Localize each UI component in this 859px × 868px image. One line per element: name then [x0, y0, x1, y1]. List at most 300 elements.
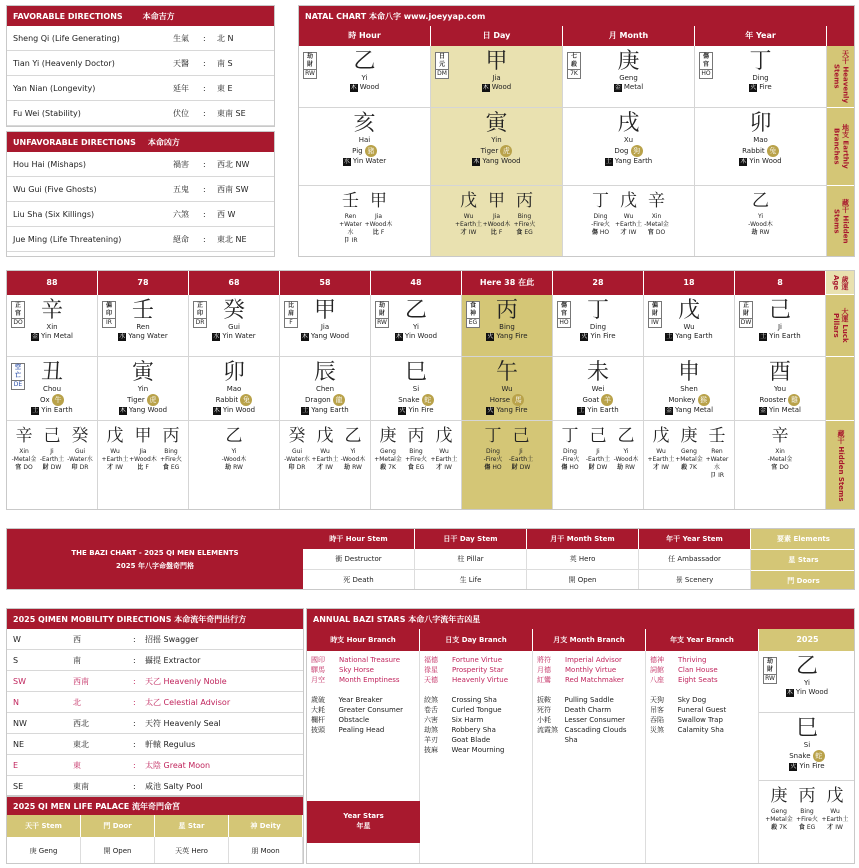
star-en: Imperial Advisor [565, 656, 622, 664]
hidden-stem-god-cn: 劫 [344, 464, 353, 471]
hidden-stem-pinyin: Wu [110, 448, 120, 455]
star-en: Year Breaker [338, 696, 383, 704]
animal-icon: 蛇 [813, 750, 825, 762]
stem-element [563, 83, 694, 92]
favorable-direction-row [7, 51, 274, 76]
ten-god-cn: 財 [651, 310, 658, 317]
hidden-stem-pinyin: Geng [771, 808, 787, 815]
bad-stars-en [338, 695, 415, 735]
ten-god-en: EG [468, 319, 478, 326]
annual-stars-panel [306, 608, 855, 864]
branch-pinyin: Hai [358, 136, 371, 144]
element-name: Yang Earth [675, 332, 713, 340]
animal-name: Tiger [480, 147, 501, 155]
qimen-star-value: 英 Hero [527, 549, 639, 570]
branch-cell [553, 357, 644, 421]
ten-god-cn: 日 [438, 53, 445, 60]
branch-element [553, 406, 643, 415]
branch-element [462, 406, 552, 415]
stem-pinyin: Yi [413, 323, 419, 331]
hidden-stem-pinyin: Bing [517, 213, 532, 220]
qimen-column-header: 月干 Month Stem [527, 529, 639, 549]
branch-character: 亥 [353, 111, 376, 136]
ten-god-cn: 七 [570, 53, 577, 60]
hidden-stem-god-cn: 傷 [591, 229, 600, 236]
hidden-stem-god-en: RW [352, 464, 362, 471]
hidden-stem [337, 192, 365, 245]
hidden-stem-god-cn: 比 [137, 464, 146, 471]
hidden-stem-character: 癸 [288, 426, 306, 446]
hidden-stem-god-en: DO [779, 464, 789, 471]
hidden-stem [647, 427, 675, 472]
hidden-stem-god-cn: 財 [511, 464, 520, 471]
hidden-stem [587, 192, 615, 237]
hidden-stem-element: +Earth土 [430, 456, 458, 463]
star-en: Thriving [678, 656, 707, 664]
hidden-stem-god [647, 464, 675, 472]
hidden-stem-god-cn: 殺 [681, 464, 690, 471]
luck-age-header: 28 [553, 271, 644, 295]
star-cn: 紅鸞 [537, 676, 551, 684]
hidden-stem-god [703, 472, 731, 480]
hidden-stem-character: 丙 [798, 786, 816, 806]
bad-stars [311, 695, 415, 735]
unfavorable-direction-name: Liu Sha (Six Killings) [13, 209, 95, 219]
hidden-stem-element: +Wood木 [482, 221, 511, 228]
palace-column-header: 門 Door [81, 815, 155, 837]
hidden-stem-character: 丙 [162, 426, 180, 446]
element-badge: 水 [343, 158, 350, 165]
element-name: Yin Metal [769, 406, 801, 414]
element-name: Yang Wood [128, 406, 168, 414]
hidden-stem-god-cn: 官 [771, 464, 780, 471]
branch-character: 戌 [617, 111, 640, 136]
unfavorable-direction-sep: : [203, 159, 206, 169]
hidden-stem-element: +Water水 [705, 456, 729, 471]
ten-god-cn: 正 [14, 302, 21, 309]
element-badge: 土 [666, 333, 673, 340]
stem-character: 丁 [586, 298, 609, 323]
ten-god-cn: 財 [742, 310, 749, 317]
hidden-stem [556, 427, 584, 472]
natal-corner [827, 26, 855, 46]
mobility-directions-panel [6, 608, 304, 796]
void-tag-cn: 空 [14, 364, 21, 371]
branch-pinyin: Shen [680, 385, 698, 393]
grid-row [303, 570, 855, 590]
ten-god-tag [11, 301, 25, 328]
star-cn: 披頭 [311, 726, 325, 734]
good-stars [424, 655, 528, 685]
star-cn: 絞煞 [424, 696, 438, 704]
mobility-direction: SE [13, 781, 24, 791]
element-name: Yang Fire [496, 406, 528, 414]
hidden-stem-element: -Wood木 [221, 456, 247, 463]
branch-element [644, 406, 734, 415]
hidden-stem-god-en: DO [655, 229, 666, 236]
hidden-stem [703, 427, 731, 480]
animal-icon: 牛 [52, 394, 64, 406]
star-en: National Treasure [339, 656, 401, 664]
grid-row [299, 186, 855, 257]
star-en: Goat Blade [451, 736, 491, 744]
favorable-title-cn: 本命吉方 [142, 11, 175, 21]
branch-pinyin: Chen [315, 385, 335, 393]
hidden-stems-cell [431, 186, 563, 257]
hidden-stem-pinyin: Wu [830, 808, 840, 815]
hidden-stem-god-cn: 卩 [709, 472, 719, 479]
hidden-stem-pinyin: Yi [623, 448, 629, 455]
hidden-stem-god-cn: 比 [372, 229, 381, 236]
hidden-stem-god-cn: 財 [588, 464, 597, 471]
hidden-stem [101, 427, 129, 472]
element-badge: 木 [301, 333, 308, 340]
good-stars [311, 655, 415, 685]
mobility-title: 2025 QIMEN MOBILITY DIRECTIONS 本命流年奇門出行方 [13, 614, 247, 624]
branch-animal [563, 145, 694, 157]
hidden-stem-pinyin: Bing [409, 448, 423, 455]
favorable-direction-name-cn: 伏位 [173, 108, 189, 118]
hidden-stem-element: +Earth土 [821, 816, 849, 823]
hidden-stem-pinyin: Wu [656, 448, 666, 455]
hidden-stem-element: +Fire火 [796, 816, 818, 823]
hidden-stem-god [615, 229, 643, 237]
branch-pinyin: Yin [491, 136, 502, 144]
hidden-stem-pinyin: Gui [291, 448, 303, 455]
hidden-stem-god [587, 229, 615, 237]
hidden-stem-god-en: 7K [689, 464, 697, 471]
grid-row [7, 295, 855, 357]
hidden-stem-character: 戊 [620, 191, 637, 211]
good-stars-en [565, 655, 624, 685]
hidden-stem-element: +Earth土 [454, 221, 483, 228]
branch-pinyin: You [773, 385, 787, 393]
hidden-stem-character: 甲 [370, 191, 387, 211]
animal-name: Ox [40, 396, 52, 404]
branch-pinyin: Chou [42, 385, 62, 393]
grid-row [299, 26, 855, 46]
element-badge: 火 [487, 333, 494, 340]
hidden-stem [365, 192, 393, 237]
stem-element [462, 332, 552, 341]
favorable-direction-name: Sheng Qi (Life Generating) [13, 33, 120, 43]
mobility-sep: : [133, 739, 136, 749]
animal-name: Snake [398, 396, 422, 404]
favorable-direction-sep: : [203, 33, 206, 43]
hidden-stem-god [675, 464, 703, 472]
mobility-direction-cn: 西南 [73, 676, 89, 686]
stem-character: 己 [768, 298, 791, 323]
branch-cell [371, 357, 462, 421]
star-en: Robbery Sha [451, 726, 496, 734]
animal-icon: 蛇 [422, 394, 434, 406]
hidden-stem-pinyin: Ren [344, 213, 357, 220]
hidden-stem-element: -Wood木 [340, 456, 366, 463]
stem-cell [735, 295, 826, 357]
grid-row [7, 421, 855, 510]
hidden-stem-god-cn: 才 [653, 464, 662, 471]
stem-element [553, 332, 643, 341]
hidden-stem-god [157, 464, 185, 472]
element-name: Wood [359, 83, 380, 91]
stem-pinyin: Jia [320, 323, 330, 331]
hidden-stem-element: -Wood木 [613, 456, 639, 463]
hidden-stem-god-cn: 比 [490, 229, 499, 236]
palace-value: 開 Open [81, 837, 155, 864]
branch-animal [735, 394, 825, 406]
element-name: Yin Wood [222, 406, 256, 414]
unfavorable-direction-direction: 西 W [217, 209, 236, 219]
hidden-stem-god [129, 464, 157, 472]
hidden-stem-god-cn: 劫 [751, 229, 760, 236]
mobility-direction: S [13, 655, 19, 665]
hidden-stem-pinyin: Ji [50, 448, 54, 455]
element-name: Yang Wood [310, 332, 350, 340]
element-badge: 火 [581, 333, 588, 340]
hidden-stem-character: 甲 [134, 426, 152, 446]
stem-character: 壬 [131, 298, 154, 323]
good-stars-cn [311, 655, 339, 685]
hidden-stem-pinyin: Geng [681, 448, 697, 455]
hidden-stem-character: 癸 [71, 426, 89, 446]
element-badge: 土 [302, 407, 309, 414]
hidden-stem-character: 庚 [680, 426, 698, 446]
hidden-stem-god [10, 464, 38, 472]
annual-year-header: 2025 [759, 629, 855, 651]
luck-age-header: 78 [98, 271, 189, 295]
stem-character: 甲 [313, 298, 336, 323]
star-en: Heavenly Virtue [452, 676, 509, 684]
hidden-stem-god [220, 464, 248, 472]
star-cn: 月德 [537, 666, 551, 674]
hidden-stem-god [766, 464, 794, 472]
annual-column [646, 651, 759, 864]
branch-animal [759, 750, 855, 762]
hidden-stem [129, 427, 157, 472]
unfavorable-directions-panel [6, 131, 275, 257]
hidden-stem-god [402, 464, 430, 472]
favorable-direction-row [7, 26, 274, 51]
qimen-door-value: 景 Scenery [639, 570, 751, 590]
hidden-stem [483, 192, 511, 237]
hidden-stem-god [311, 464, 339, 472]
branch-element [563, 157, 694, 166]
element-name: Yin Wood [795, 688, 829, 696]
unfavorable-direction-name: Hou Hai (Mishaps) [13, 159, 86, 169]
ten-god-en: IR [103, 318, 115, 327]
palace-column-header: 神 Deity [229, 815, 303, 837]
natal-column-header: 日 Day [431, 26, 563, 46]
mobility-sep: : [133, 634, 136, 644]
star-cn: 死符 [537, 706, 551, 714]
hidden-stem-god-en: DW [50, 464, 62, 471]
branch-cell [695, 108, 827, 186]
mobility-sep: : [133, 655, 136, 665]
ten-god-en: DR [195, 319, 205, 326]
hidden-stem-element: +Fire火 [405, 456, 427, 463]
hidden-stem-god-en: RW [759, 229, 770, 236]
stem-cell [371, 295, 462, 357]
side-label: 大運 Luck Pillars [826, 295, 855, 357]
hidden-stem-element: +Fire火 [160, 456, 182, 463]
branch-character: 卯 [222, 360, 245, 385]
hidden-stem-element: +Metal金 [765, 816, 793, 823]
bad-stars-en [677, 695, 754, 735]
natal-column-header: 時 Hour [299, 26, 431, 46]
stem-element [280, 332, 370, 341]
hidden-stem-character: 己 [512, 426, 530, 446]
hidden-stem-god-cn: 卩 [343, 237, 352, 244]
hidden-stem-pinyin: Xin [651, 213, 662, 220]
ten-god-en: 7K [568, 69, 580, 78]
hidden-stems-cell [189, 421, 280, 510]
element-name: Yin Fire [590, 332, 616, 340]
hidden-stem-god [793, 824, 821, 832]
branch-pinyin: Xu [623, 136, 634, 144]
year-stars-label [307, 801, 420, 843]
unfavorable-direction-row [7, 202, 274, 227]
branch-cell [759, 713, 855, 781]
mobility-sep: : [133, 781, 136, 791]
hidden-stem-character: 乙 [617, 426, 635, 446]
qimen-door-value: 生 Life [415, 570, 527, 590]
hidden-stem-god [765, 824, 793, 832]
stem-pinyin: Ren [136, 323, 150, 331]
element-badge: 金 [32, 333, 39, 340]
branch-cell [563, 108, 695, 186]
hidden-stem-element: -Metal金 [767, 456, 793, 463]
unfavorable-direction-name-cn: 六煞 [173, 209, 189, 219]
ten-god-en: RW [305, 70, 315, 77]
element-name: Yin Fire [408, 406, 434, 414]
stem-element [735, 332, 825, 341]
hidden-stem-god-cn: 劫 [617, 464, 626, 471]
hidden-stem-god-en: IW [661, 464, 669, 471]
element-name: Yang Earth [614, 157, 653, 165]
hidden-stem-god-cn: 印 [71, 464, 80, 471]
ten-god-cn: 傷 [702, 53, 709, 60]
element-badge: 木 [473, 158, 480, 165]
good-stars [537, 655, 641, 685]
element-name: Yin Earth [41, 406, 73, 414]
stem-element [431, 83, 562, 92]
annual-column-header: 年支 Year Branch [646, 629, 759, 651]
ten-god-en: RW [765, 675, 775, 682]
ten-god-tag [699, 52, 713, 79]
mobility-direction-cn: 南 [73, 655, 81, 665]
hidden-stem-element: -Earth土 [508, 456, 534, 463]
branch-animal [553, 394, 643, 406]
favorable-direction-direction: 南 S [217, 58, 233, 68]
hidden-stem-god-en: HO [492, 464, 502, 471]
animal-name: Rabbit [215, 396, 241, 404]
ten-god-cn: 比 [287, 302, 294, 309]
star-en: Crossing Sha [451, 696, 497, 704]
element-name: Yin Water [352, 157, 387, 165]
stem-character: 乙 [795, 654, 818, 679]
hidden-stem-character: 戊 [316, 426, 334, 446]
favorable-direction-row [7, 101, 274, 126]
hidden-stem-pinyin: Ding [593, 213, 608, 220]
annual-column-header: 時支 Hour Branch [307, 629, 420, 651]
ten-god-cn: 劫 [306, 53, 313, 60]
hidden-stem-pinyin: Ding [563, 448, 577, 455]
stem-character: 丁 [749, 49, 772, 74]
hidden-stem-pinyin: Wu [439, 448, 449, 455]
animal-name: Goat [582, 396, 602, 404]
element-badge: 水 [213, 333, 220, 340]
hidden-stem-element: +Earth土 [614, 221, 643, 228]
star-en: Pulling Saddle [564, 696, 614, 704]
natal-chart-title: NATAL CHART 本命八字 www.joeyyap.com [305, 11, 486, 21]
good-stars-cn [650, 655, 678, 685]
luck-age-header: 18 [644, 271, 735, 295]
hidden-stem-god [507, 464, 535, 472]
mobility-row [7, 713, 303, 734]
star-en: Curled Tongue [451, 706, 502, 714]
branch-character: 丑 [40, 360, 63, 385]
ten-god-cn: 財 [766, 666, 773, 673]
mobility-row [7, 776, 303, 796]
hidden-stem [38, 427, 66, 472]
hidden-stem [157, 427, 185, 472]
hidden-stem-character: 丙 [407, 426, 425, 446]
element-badge: 木 [213, 407, 220, 414]
hidden-stem-god [511, 229, 539, 237]
mobility-sep: : [133, 760, 136, 770]
element-badge: 土 [760, 333, 767, 340]
favorable-direction-name: Tian Yi (Heavenly Doctor) [13, 58, 115, 68]
ten-god-cn: 正 [196, 302, 203, 309]
hidden-stem-element: -Fire火 [483, 456, 503, 463]
side-label [826, 357, 855, 421]
ten-god-en: F [285, 318, 297, 327]
hidden-stem-element: +Fire火 [513, 221, 536, 228]
branch-element [7, 406, 97, 415]
unfavorable-direction-sep: : [203, 184, 206, 194]
hidden-stems-cell [7, 421, 98, 510]
hidden-stem-god [66, 464, 94, 472]
star-en: Prosperity Star [452, 666, 504, 674]
good-stars [650, 655, 754, 685]
element-name: Yang Fire [496, 332, 528, 340]
stem-character: 乙 [404, 298, 427, 323]
life-palace-header [7, 797, 303, 815]
hidden-stem-god-cn: 食 [407, 464, 416, 471]
grid-row [303, 549, 855, 570]
stem-character: 甲 [485, 49, 508, 74]
hidden-stem-pinyin: Ding [486, 448, 500, 455]
grid-row [299, 46, 855, 108]
hidden-stem-god-cn: 印 [288, 464, 297, 471]
star-cn: 天狗 [650, 696, 664, 704]
ten-god-tag [375, 301, 389, 328]
hidden-stem-god-en: RW [233, 464, 243, 471]
branch-cell [189, 357, 280, 421]
animal-name: Tiger [127, 396, 147, 404]
bad-stars [537, 695, 641, 745]
animal-name: Monkey [668, 396, 698, 404]
hidden-stem-god-en: EG [524, 229, 533, 236]
branch-animal [462, 394, 552, 406]
ten-god-tag [193, 301, 207, 328]
stem-cell [431, 46, 563, 108]
hidden-stem-god-en: 7K [779, 824, 787, 831]
luck-age-header: 68 [189, 271, 280, 295]
hidden-stem-god-en: F [380, 229, 385, 236]
bad-stars-cn [311, 695, 338, 735]
star-cn: 披麻 [424, 746, 438, 754]
